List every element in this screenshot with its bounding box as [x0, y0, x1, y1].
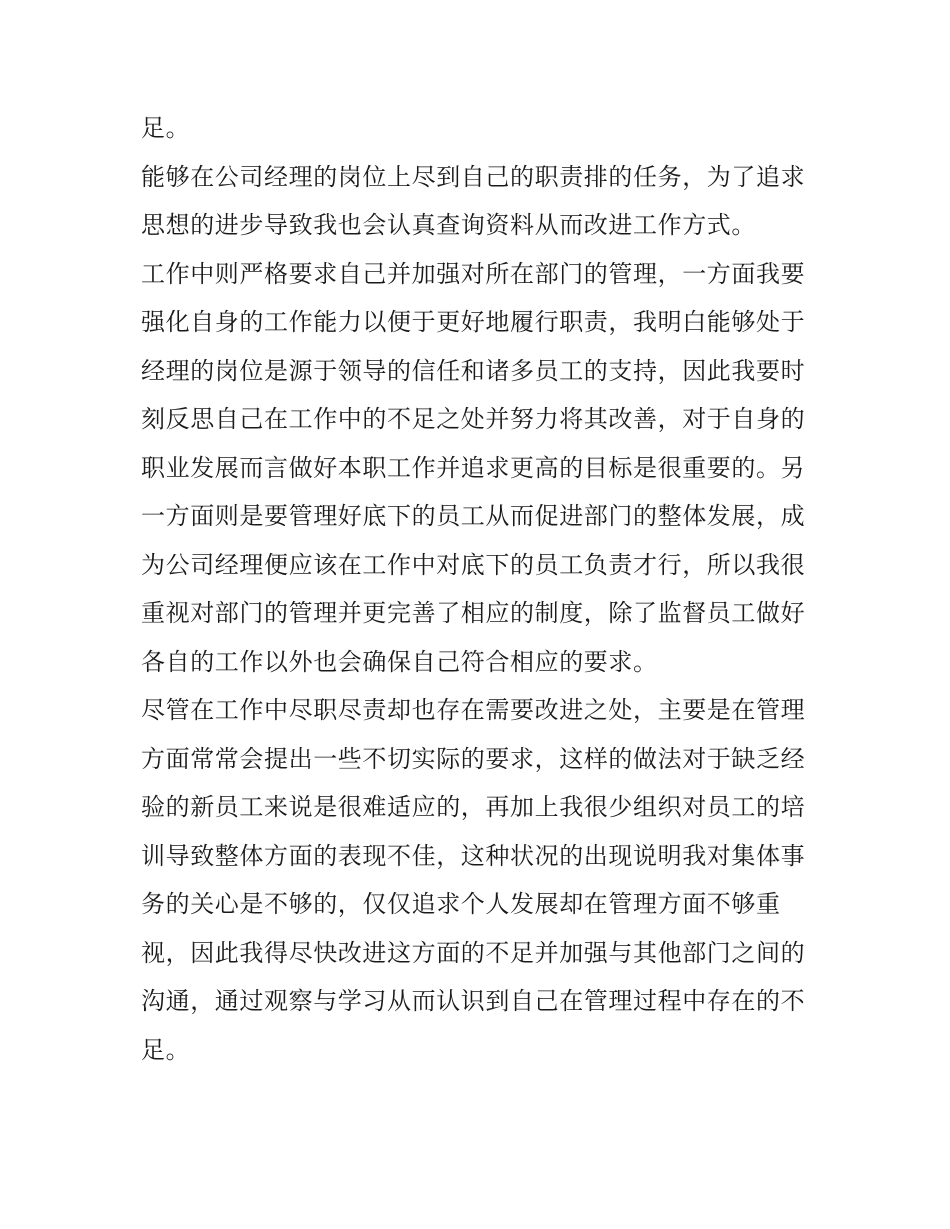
text-line: 刻反思自己在工作中的不足之处并努力将其改善，对于自身的 [141, 405, 806, 433]
text-line: 各自的工作以外也会确保自己符合相应的要求。 [141, 647, 658, 676]
text-line: 足。 [141, 1035, 191, 1064]
text-line: 尽管在工作中尽职尽责却也存在需要改进之处，主要是在管理 [141, 696, 806, 724]
text-line: 验的新员工来说是很难适应的，再加上我很少组织对员工的培 [141, 793, 806, 821]
text-line: 训导致整体方面的表现不佳，这种状况的出现说明我对集体事 [141, 841, 806, 870]
text-line: 沟通，通过观察与学习从而认识到自己在管理过程中存在的不 [141, 987, 806, 1015]
text-line: 一方面则是要管理好底下的员工从而促进部门的整体发展，成 [141, 502, 806, 530]
text-line: 能够在公司经理的岗位上尽到自己的职责排的任务，为了追求 [141, 162, 806, 191]
text-line: 强化自身的工作能力以便于更好地履行职责，我明白能够处于 [141, 308, 806, 336]
text-line: 经理的岗位是源于领导的信任和诸多员工的支持，因此我要时 [141, 356, 806, 385]
text-line: 工作中则严格要求自己并加强对所在部门的管理，一方面我要 [141, 259, 806, 288]
text-line: 重视对部门的管理并更完善了相应的制度，除了监督员工做好 [141, 599, 806, 627]
body-text [141, 104, 821, 1074]
text-line: 职业发展而言做好本职工作并追求更高的目标是很重要的。另 [141, 453, 806, 482]
text-line: 为公司经理便应该在工作中对底下的员工负责才行，所以我很 [141, 550, 806, 579]
text-line: 思想的进步导致我也会认真查询资料从而改进工作方式。 [141, 211, 756, 239]
text-line: 足。 [141, 114, 191, 142]
text-line: 视，因此我得尽快改进这方面的不足并加强与其他部门之间的 [141, 938, 806, 967]
text-line: 方面常常会提出一些不切实际的要求，这样的做法对于缺乏经 [141, 744, 806, 773]
text-line: 务的关心是不够的，仅仅追求个人发展却在管理方面不够重 [141, 890, 781, 918]
